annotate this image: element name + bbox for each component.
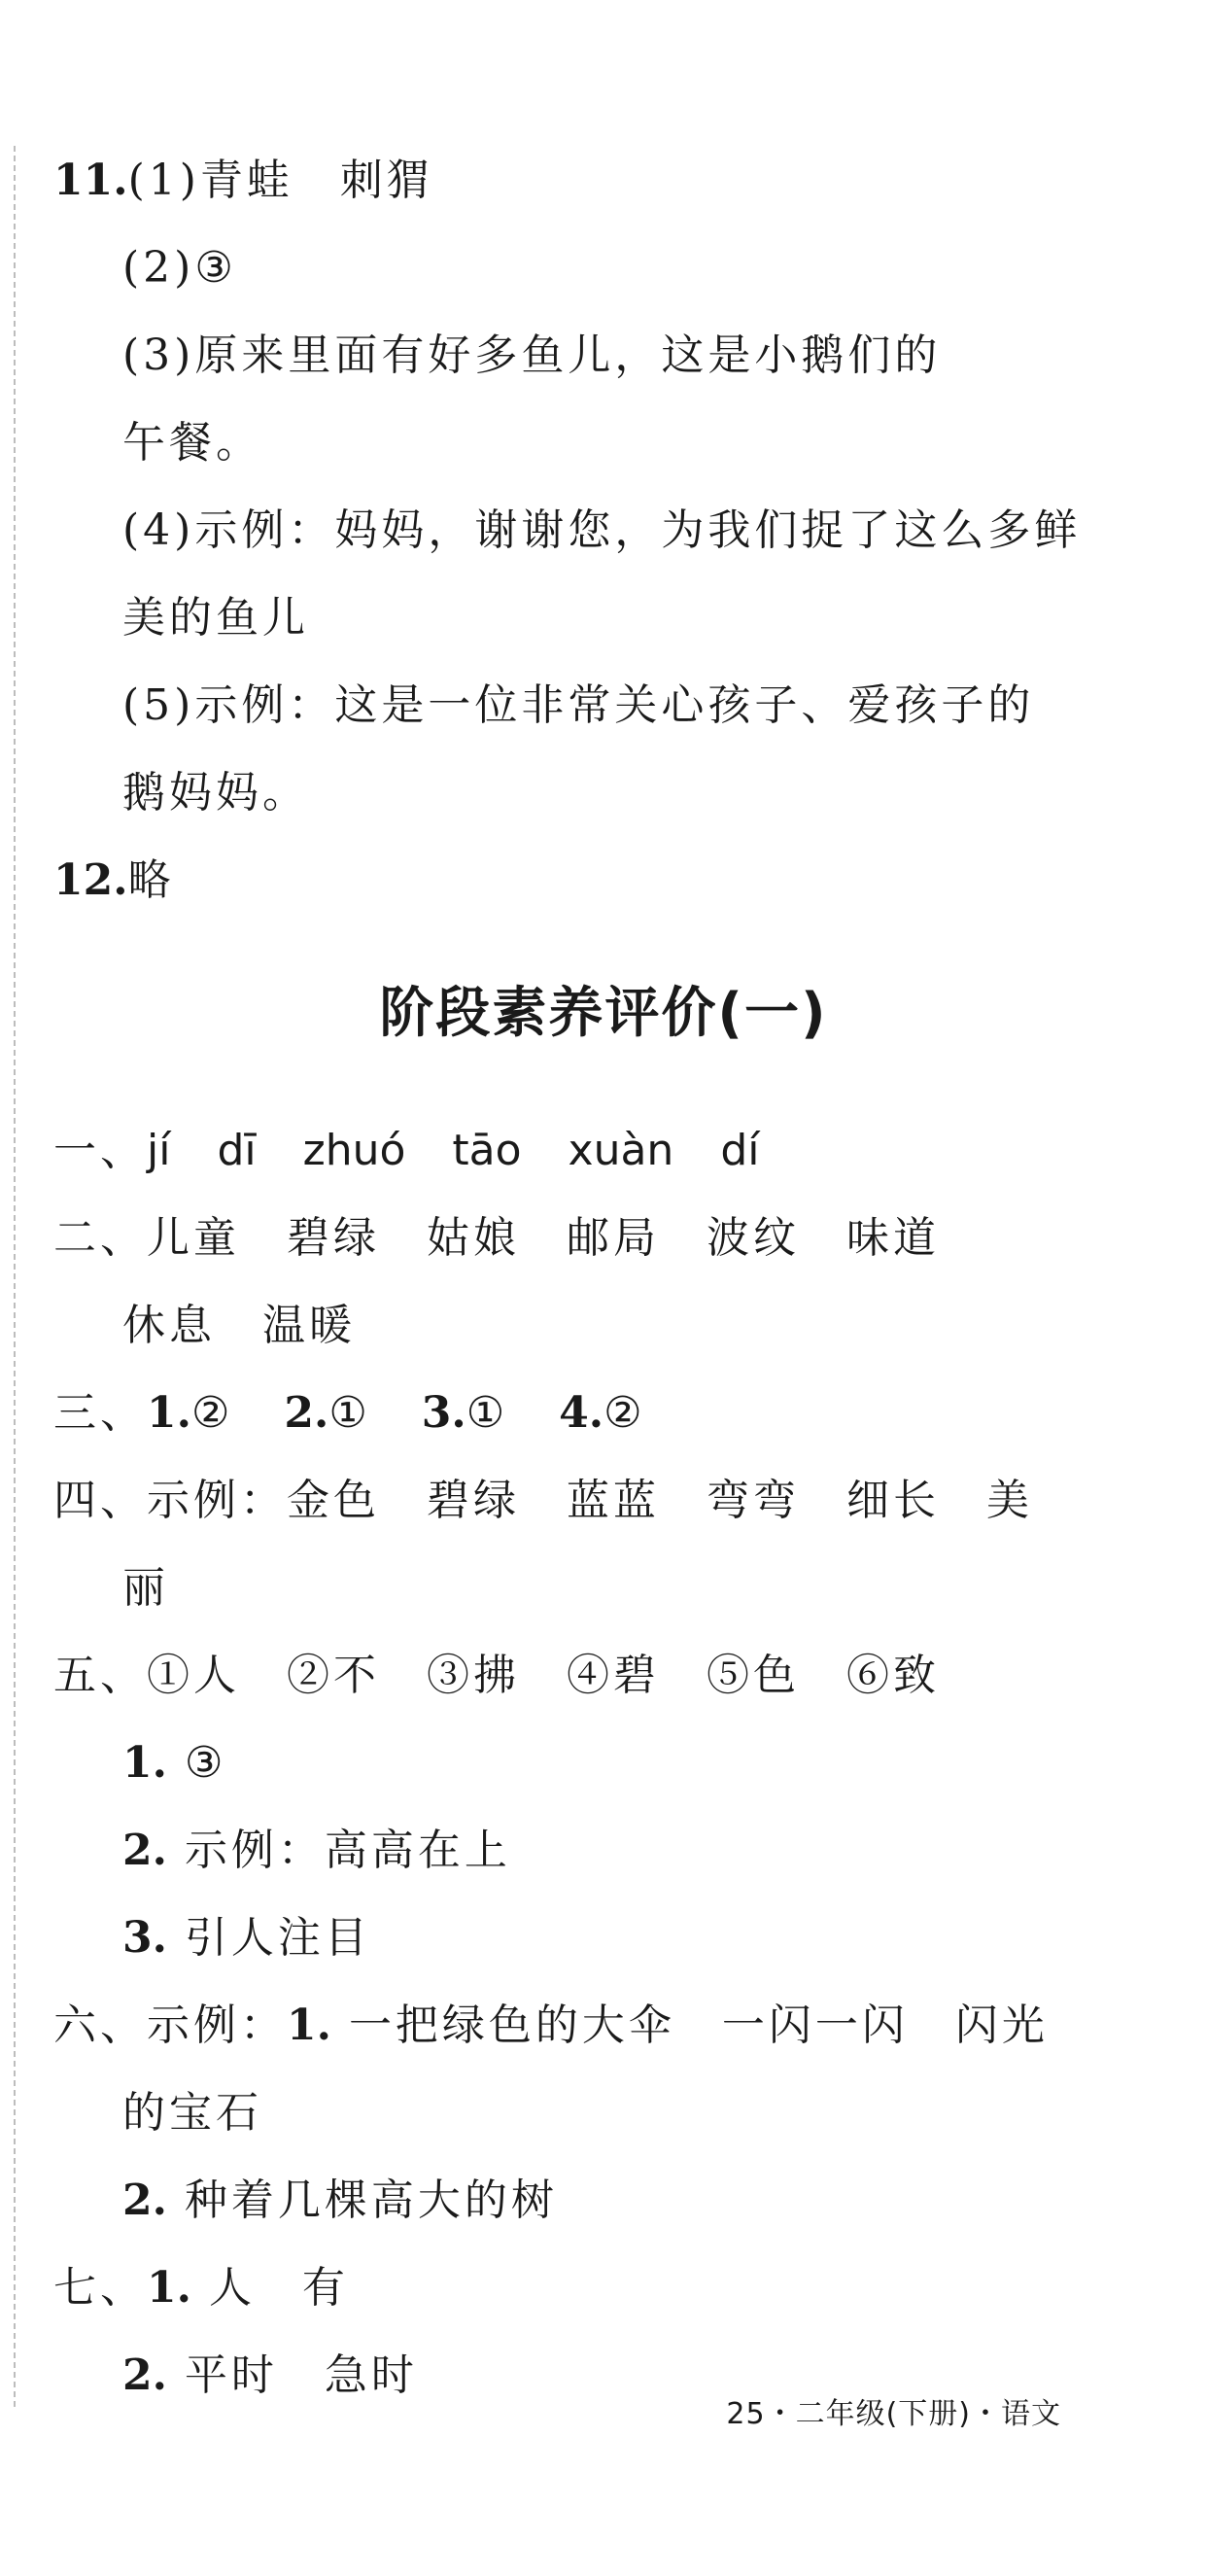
s7-item-2-answer: 平时 急时 bbox=[184, 2350, 418, 2400]
s3-item-4-num: 4. bbox=[559, 1388, 604, 1438]
s5-label: 五、 bbox=[53, 1651, 147, 1700]
s1-pinyin-6: dí bbox=[720, 1126, 760, 1175]
s1-label: 一、 bbox=[53, 1126, 147, 1175]
q11-part2: (2)③ bbox=[122, 243, 237, 293]
s5-item-1-num: 1. bbox=[122, 1738, 167, 1788]
s3-item-3-num: 3. bbox=[421, 1388, 466, 1438]
s7-label: 七、 bbox=[53, 2263, 147, 2313]
s3-item-1-num: 1. bbox=[147, 1388, 191, 1438]
s5-item-3 bbox=[122, 1911, 371, 1966]
q11-part3-b: 午餐。 bbox=[122, 418, 262, 468]
s6-item-1-answer: 一把绿色的大伞 一闪一闪 闪光 bbox=[348, 2001, 1049, 2050]
s1-pinyin-4: tāo bbox=[452, 1126, 522, 1175]
s5-item-1-answer: ③ bbox=[184, 1738, 227, 1788]
s4-words-1: 示例：金色 碧绿 蓝蓝 弯弯 细长 美 bbox=[147, 1476, 1033, 1525]
q12-number: 12. bbox=[53, 855, 128, 905]
s6-item-2-answer: 种着几棵高大的树 bbox=[184, 2176, 558, 2225]
s5-item-2 bbox=[122, 1824, 511, 1878]
s6-item-2 bbox=[122, 2174, 558, 2228]
page-footer: 25・二年级(下册)・语文 bbox=[726, 2397, 1061, 2431]
s3-item-2-num: 2. bbox=[284, 1388, 329, 1438]
s2-words-1: 儿童 碧绿 姑娘 邮局 波纹 味道 bbox=[147, 1213, 940, 1263]
s3-label: 三、 bbox=[53, 1388, 147, 1438]
s4-label: 四、 bbox=[53, 1476, 147, 1525]
s1-pinyin-1: jí bbox=[147, 1126, 171, 1175]
s6-item-2-num: 2. bbox=[122, 2176, 167, 2225]
s5-item-1 bbox=[122, 1736, 226, 1791]
s3-item-3-answer: ① bbox=[466, 1388, 509, 1438]
q11-part4-b: 美的鱼儿 bbox=[122, 593, 309, 643]
s6-line-1 bbox=[53, 1999, 1049, 2053]
s5-line-1 bbox=[53, 1649, 940, 1703]
s6-item-1-answer-b: 的宝石 bbox=[122, 2088, 262, 2138]
s7-item-1-num: 1. bbox=[147, 2263, 191, 2313]
s3-item-2-answer: ① bbox=[328, 1388, 371, 1438]
q11-part3-a: (3)原来里面有好多鱼儿，这是小鹅们的 bbox=[122, 331, 942, 380]
s4-line-1 bbox=[53, 1474, 1033, 1528]
margin-dashed-line bbox=[14, 146, 16, 2411]
s3-item-4-answer: ② bbox=[604, 1388, 646, 1438]
s7-item-2-num: 2. bbox=[122, 2350, 167, 2400]
s1-pinyin-5: xuàn bbox=[568, 1126, 674, 1175]
q12-line bbox=[53, 853, 175, 908]
s5-item-3-answer: 引人注目 bbox=[184, 1913, 371, 1963]
q12-text: 略 bbox=[127, 855, 175, 905]
s6-prefix: 示例： bbox=[147, 2001, 287, 2050]
s3-item-1-answer: ② bbox=[190, 1388, 234, 1438]
s5-item-2-answer: 示例：高高在上 bbox=[184, 1826, 511, 1875]
s2-line-1 bbox=[53, 1211, 940, 1266]
s6-item-1-num: 1. bbox=[287, 2001, 331, 2050]
q11-part5-a: (5)示例：这是一位非常关心孩子、爱孩子的 bbox=[122, 680, 1035, 730]
s6-label: 六、 bbox=[53, 2001, 147, 2050]
q11-line-1 bbox=[53, 154, 433, 208]
s2-words-2: 休息 温暖 bbox=[122, 1301, 356, 1350]
q11-part5-b: 鹅妈妈。 bbox=[122, 768, 309, 818]
s7-line-1 bbox=[53, 2261, 349, 2315]
s5-item-3-num: 3. bbox=[122, 1913, 167, 1963]
section-title: 阶段素养评价(一) bbox=[379, 982, 828, 1045]
s2-label: 二、 bbox=[53, 1213, 147, 1263]
q11-part4-a: (4)示例：妈妈，谢谢您，为我们捉了这么多鲜 bbox=[122, 505, 1082, 555]
s3-line bbox=[53, 1386, 646, 1441]
s7-item-1-answer: 人 有 bbox=[208, 2263, 349, 2313]
s7-item-2 bbox=[122, 2349, 418, 2403]
s1-line bbox=[53, 1124, 759, 1178]
q11-part1: (1)青蛙 刺猬 bbox=[127, 156, 433, 205]
s5-item-2-num: 2. bbox=[122, 1826, 167, 1875]
q11-number: 11. bbox=[53, 156, 128, 205]
s5-words: ①人 ②不 ③拂 ④碧 ⑤色 ⑥致 bbox=[147, 1651, 940, 1700]
s1-pinyin-3: zhuó bbox=[302, 1126, 406, 1175]
s4-words-2: 丽 bbox=[122, 1563, 169, 1613]
s1-pinyin-2: dī bbox=[217, 1126, 257, 1175]
